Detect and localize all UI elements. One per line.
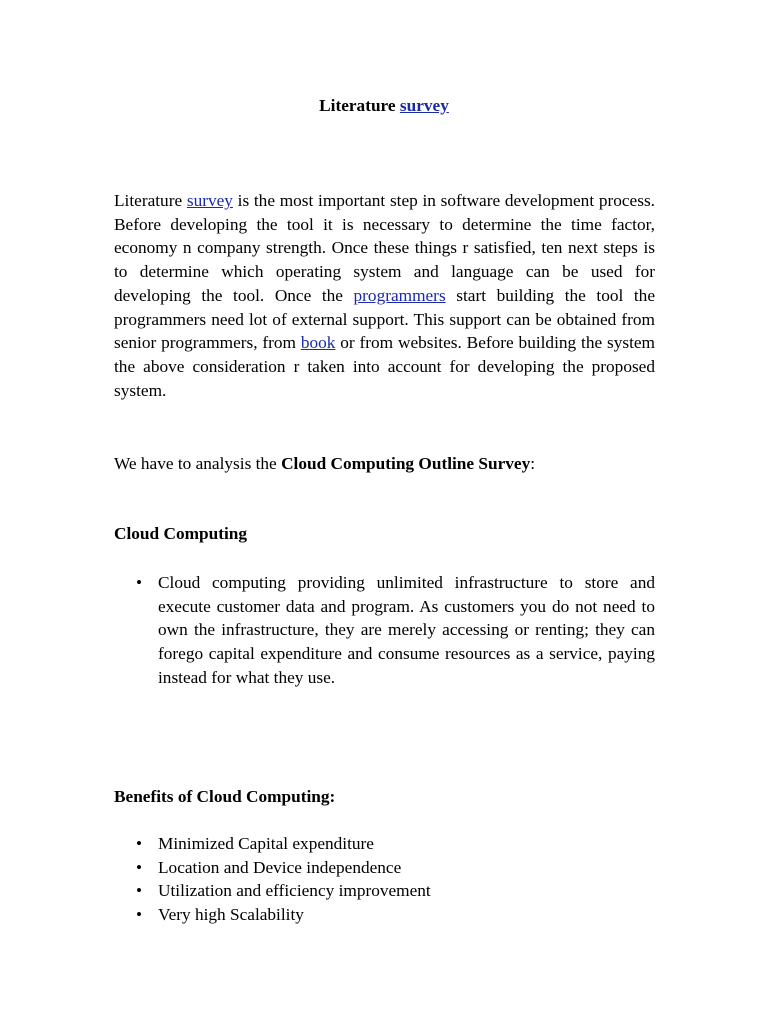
bullet-icon: • — [136, 905, 143, 925]
list-item-text: Utilization and efficiency improvement — [158, 881, 431, 901]
list-item-text: Very high Scalability — [158, 905, 304, 925]
intro-text-2: is the most important step in software development process. Before developing the tool it is necessary to determine the time factor, economy n company strength. Once these things r satisfied, ten next steps is to determine which operating system and language can be used for developing the tool. Once the — [114, 191, 655, 305]
benefits-list — [114, 832, 655, 927]
analysis-paragraph — [114, 452, 655, 476]
list-item — [114, 832, 655, 856]
list-item-text: Minimized Capital expenditure — [158, 834, 374, 853]
title-text: Literature — [319, 96, 400, 115]
analysis-text: We have to analysis the — [114, 454, 282, 473]
cloud-computing-list — [114, 571, 655, 690]
intro-paragraph — [114, 189, 655, 402]
document-title — [0, 95, 768, 117]
programmers-link[interactable]: programmers — [353, 285, 446, 305]
analysis-bold-text: Cloud Computing Outline Survey — [281, 454, 531, 473]
bullet-icon: • — [136, 881, 143, 901]
intro-text-4: or from websites. Before building the system the above consideration r taken into account for developing the proposed system. — [114, 333, 655, 400]
bullet-icon: • — [136, 573, 143, 592]
survey-link[interactable]: survey — [186, 191, 233, 210]
list-item-text: Location and Device independence — [158, 857, 402, 877]
intro-text-3: start building the tool the programmers need lot of external support. This support can be obtained from senior programmers, from — [114, 285, 655, 353]
book-link[interactable]: book — [300, 333, 336, 353]
bullet-icon: • — [136, 834, 143, 853]
list-item — [114, 856, 655, 880]
intro-text-1: Literature — [114, 191, 187, 210]
analysis-suffix: : — [530, 454, 536, 473]
list-item-text: Cloud computing providing unlimited infrastructure to store and execute customer data and program. As customers you do not need to own the infrastructure, they are merely accessing or renting; they can forego capital expenditure and consume resources as a service, paying instead for what they use. — [158, 573, 655, 687]
bullet-icon: • — [136, 857, 143, 877]
list-item — [114, 879, 655, 903]
title-survey-link[interactable]: survey — [399, 96, 449, 115]
list-item — [114, 903, 655, 927]
list-item — [114, 571, 655, 690]
cloud-computing-heading: Cloud Computing — [114, 524, 248, 543]
benefits-heading: Benefits of Cloud Computing: — [114, 787, 336, 806]
